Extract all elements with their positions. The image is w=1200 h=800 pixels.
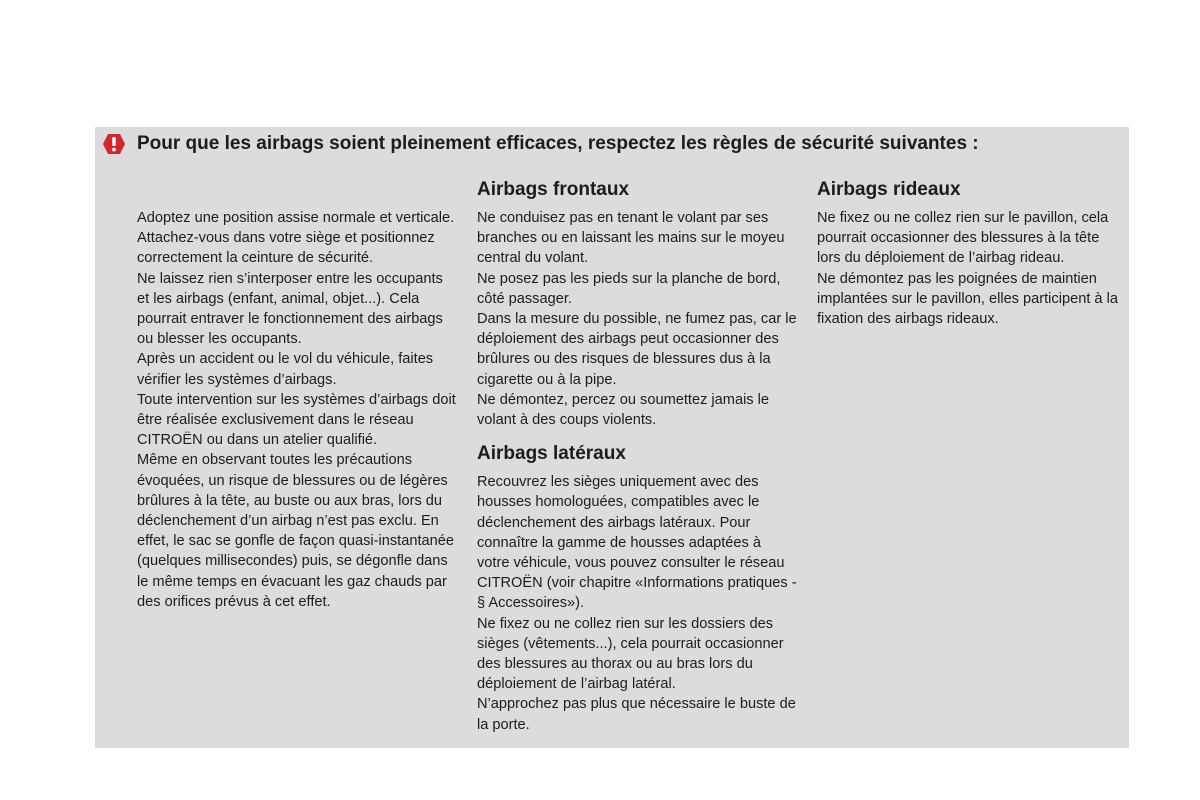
front-airbags-title: Airbags frontaux xyxy=(477,179,630,200)
rule-paragraph: Ne conduisez pas en tenant le volant par ses branches ou en laissant les mains sur le moyeu central du volant. xyxy=(477,210,785,267)
exclamation-warning-icon xyxy=(102,133,126,155)
general-rules-column xyxy=(137,208,457,612)
rule-paragraph: Après un accident ou le vol du véhicule, faites vérifier les systèmes d’airbags. xyxy=(137,351,434,388)
rule-paragraph: Ne démontez, percez ou soumettez jamais le volant à des coups violents. xyxy=(477,391,770,429)
rule-paragraph: Ne fixez ou ne collez rien sur le pavillon, cela pourrait occasionner des blessures à la tête lors du déploiement de l’airbag rideau. xyxy=(817,210,1109,267)
side-airbags-title: Airbags latéraux xyxy=(477,443,626,465)
rule-paragraph: N’approchez pas plus que nécessaire le buste de la porte. xyxy=(477,696,796,733)
rule-paragraph: Toute intervention sur les systèmes d’airbags doit être réalisée exclusivement dans le réseau CITROËN ou dans un atelier qualifié. xyxy=(137,391,456,449)
rule-paragraph: Même en observant toutes les précautions évoquées, un risque de blessures ou de légères brûlures à la tête, au buste ou aux bras, lors du déclenchement d’un airbag n’est pas exclu. En effet, le sac se gonfle de façon quasi-instantanée (quelques millisecondes) puis, se dégonfle dans le même temps en évacuant les gaz chauds par des orifices prévus à cet effet. xyxy=(137,452,454,610)
rule-paragraph: Ne laissez rien s’interposer entre les occupants et les airbags (enfant, animal, objet...). Cela pourrait entraver le fonctionnement des airbags ou blesser les occupants. xyxy=(137,270,443,348)
rule-paragraph: Ne démontez pas les poignées de maintien implantées sur le pavillon, elles participent à la fixation des airbags rideaux. xyxy=(817,270,1118,328)
rule-paragraph: Dans la mesure du possible, ne fumez pas, car le déploiement des airbags peut occasionner des brûlures ou des risques de blessures dus à la cigarette ou à la pipe. xyxy=(477,311,797,388)
front-side-airbags-column xyxy=(477,178,797,735)
rule-paragraph: Ne posez pas les pieds sur la planche de bord, côté passager. xyxy=(477,270,781,307)
rule-paragraph: Recouvrez les sièges uniquement avec des housses homologuées, compatibles avec le déclenchement des airbags latéraux. Pour connaître la gamme de housses adaptées à votre véhicule, vous pouvez consulter le réseau CITROËN (voir chapitre «Informations pratiques - § Accessoires»). xyxy=(477,474,797,612)
curtain-airbags-title: Airbags rideaux xyxy=(817,179,961,200)
page-heading: Pour que les airbags soient pleinement efficaces, respectez les règles de sécurité suivantes : xyxy=(137,133,979,154)
rule-paragraph: Attachez-vous dans votre siège et positionnez correctement la ceinture de sécurité. xyxy=(137,230,435,267)
rule-paragraph: Adoptez une position assise normale et verticale. xyxy=(137,210,455,226)
curtain-airbags-column xyxy=(817,178,1122,329)
rule-paragraph: Ne fixez ou ne collez rien sur les dossiers des sièges (vêtements...), cela pourrait occasionner des blessures au thorax ou au bras lors du déploiement de l’airbag latéral. xyxy=(477,615,784,693)
